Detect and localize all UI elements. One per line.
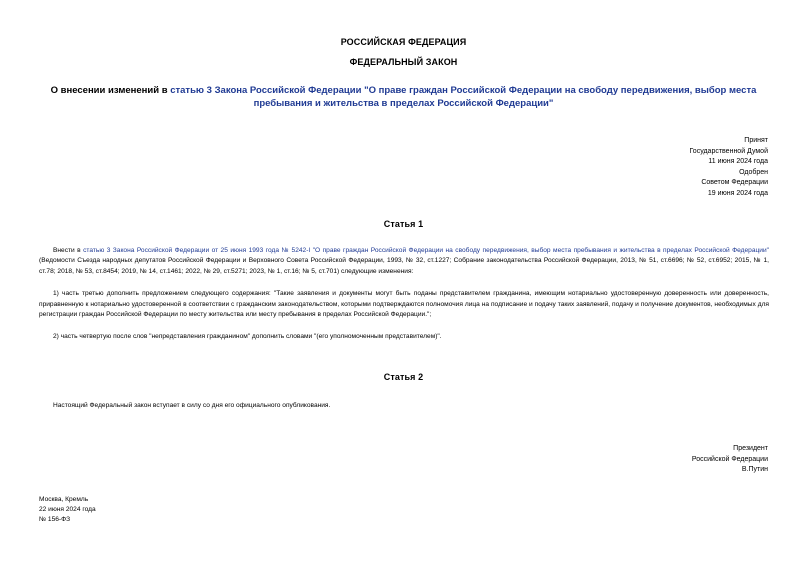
law-link[interactable]: статью 3 Закона Российской Федерации от 25 июня 1993 года № 5242-I "О праве граждан Российской Федерации на свободу передвижения, выбор места пребывания и жительства в пределах Российской Федерации" <box>83 247 769 254</box>
article-1-heading: Статья 1 <box>383 219 424 229</box>
adoption-line: Советом Федерации <box>701 179 768 186</box>
footer-number: № 156-ФЗ <box>39 516 71 523</box>
article-1-item-1: 1) часть третью дополнить предложением следующего содержания: "Такие заявления и документы могут быть поданы представителем гражданина, имеющим нотариально удостоверенную доверенность или доверенность, приравненную к нотариально удостоверенной в соответствии с гражданским законодательством, которыми подтверждаются полномочия лица на подписание и подачу таких заявлений, подачу и получение документов, необходимых для регистрации граждан Российской Федерации по месту жительства или месту пребывания в пределах Российской Федерации."; <box>39 290 769 319</box>
adoption-line: 19 июня 2024 года <box>707 189 768 197</box>
signature-line: Президент <box>733 445 768 452</box>
article-1-item-2: 2) часть четвертую после слов "непредставления гражданином" дополнить словами "(его уполномоченным представителем)". <box>53 333 442 341</box>
header-doc-type: ФЕДЕРАЛЬНЫЙ ЗАКОН <box>349 57 458 67</box>
signature-line: В.Путин <box>741 466 768 473</box>
adoption-line: 11 июня 2024 года <box>708 158 768 165</box>
article-2-body <box>39 401 769 411</box>
header-country: РОССИЙСКАЯ ФЕДЕРАЦИЯ <box>340 37 467 47</box>
article-2-heading: Статья 2 <box>383 372 424 382</box>
adoption-line: Одобрен <box>739 168 768 176</box>
article-1-body <box>39 246 769 343</box>
signature-block <box>692 444 768 476</box>
adoption-line: Государственной Думой <box>689 147 768 155</box>
article-1-intro: Внести в статью 3 Закона Российской Федерации от 25 июня 1993 года № 5242-I "О праве граждан Российской Федерации на свободу передвижения, выбор места пребывания и жительства в пределах Российской Федерации" (Ведомости Съезда народных депутатов Российской Федерации и Верховного Совета Российской Федерации, 1993, № 32, ст.1227; Собрание законодательства Российской Федерации, 2013, № 51, ст.6696; № 52, ст.6952; 2015, № 1, ст.78; 2018, № 53, ст.8454; 2019, № 14, ст.1461; 2022, № 29, ст.5271; 2023, № 1, ст.16; № 5, ст.701) следующие изменения: <box>39 247 769 275</box>
adoption-line: Принят <box>744 137 768 144</box>
document-title-prefix: О внесении изменений в <box>50 85 171 96</box>
article-2-text: Настоящий Федеральный закон вступает в силу со дня его официального опубликования. <box>53 402 331 409</box>
document-title <box>0 84 807 110</box>
signature-line: Российской Федерации <box>691 455 768 463</box>
footer-date: 22 июня 2024 года <box>39 506 96 513</box>
adoption-block <box>689 136 768 199</box>
document-title-link[interactable]: статью 3 Закона Российской Федерации "О праве граждан Российской Федерации на свободу передвижения, выбор места пребывания и жительства в пределах Российской Федерации" <box>170 85 757 109</box>
footer-place: Москва, Кремль <box>39 496 89 503</box>
footer-block <box>39 495 96 525</box>
